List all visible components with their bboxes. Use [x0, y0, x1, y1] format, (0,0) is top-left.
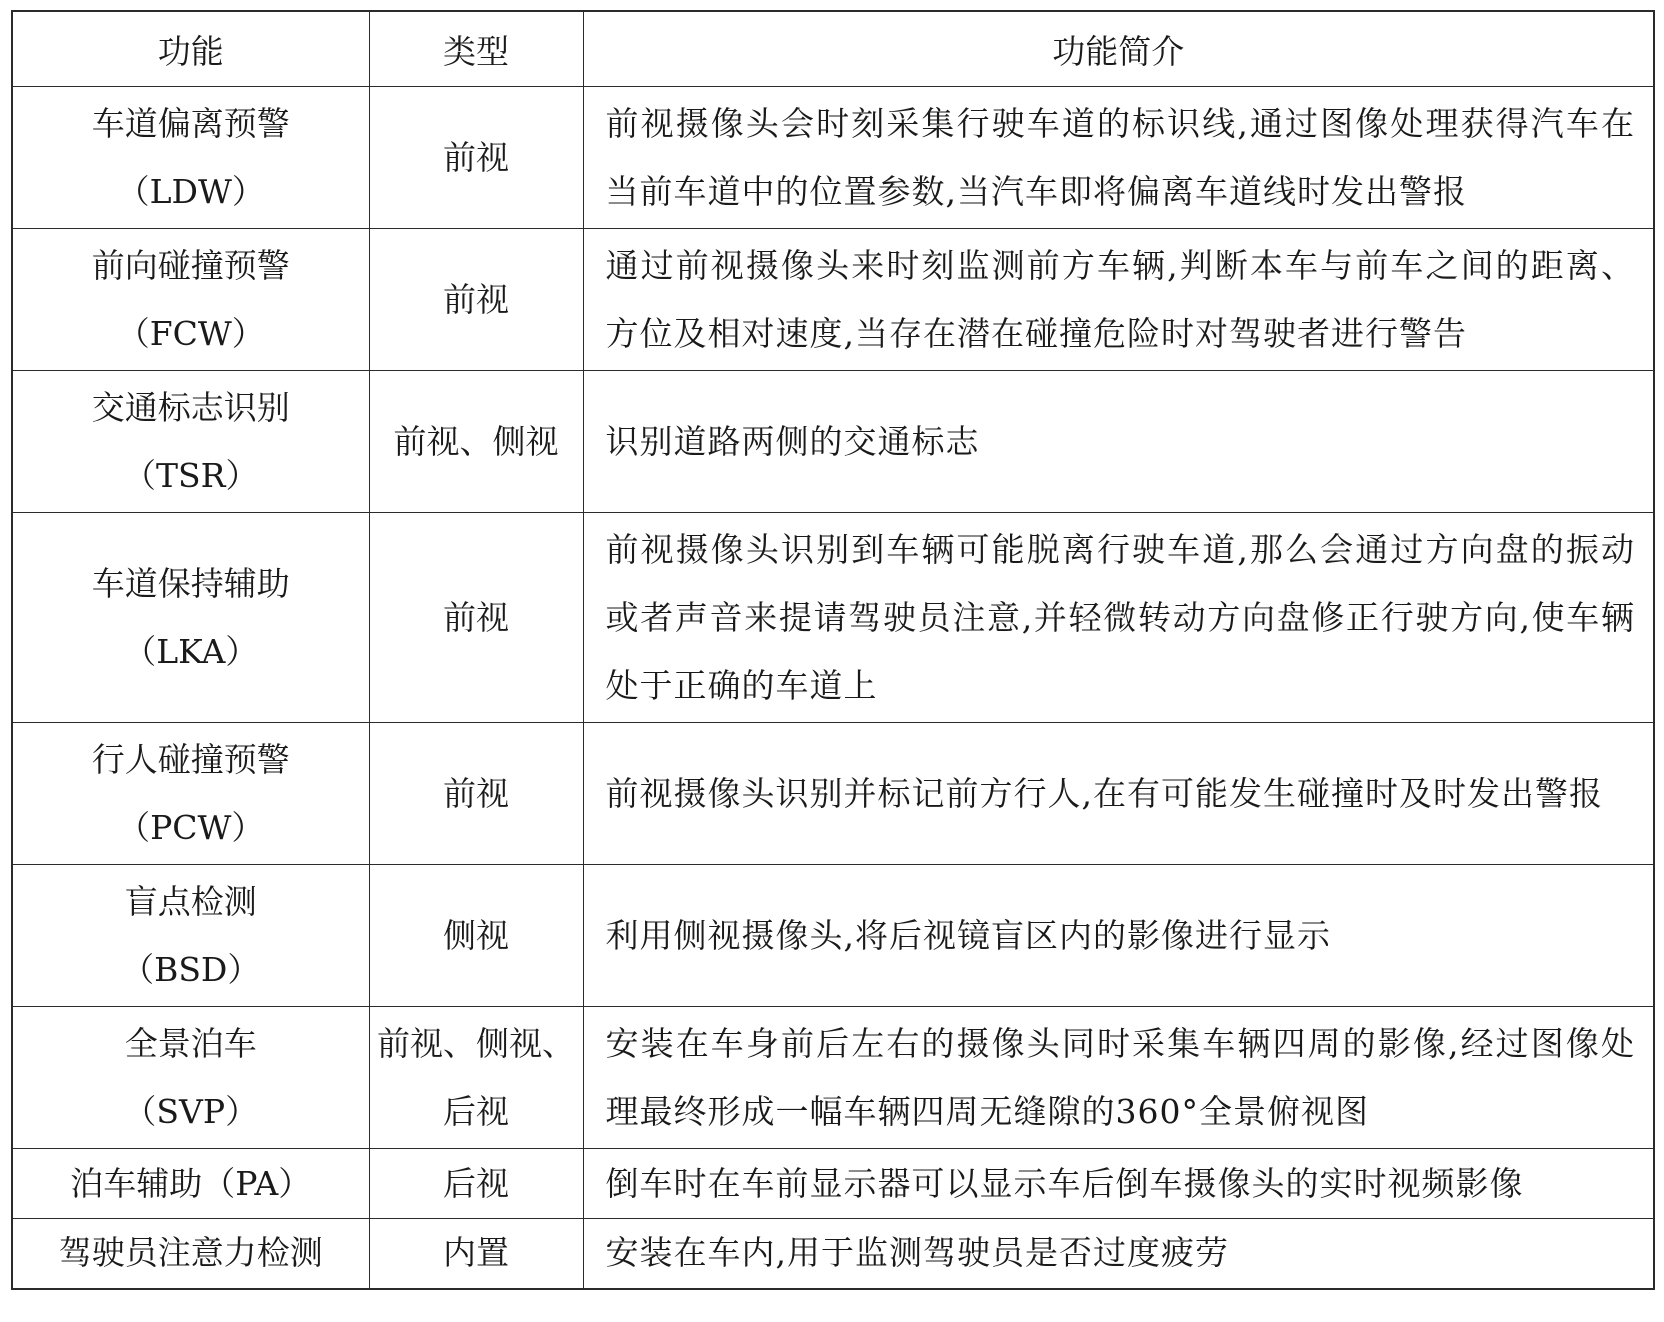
- function-abbr: （TSR）: [123, 455, 259, 495]
- table-row: [12, 1149, 1654, 1219]
- table-header-row: [12, 11, 1654, 87]
- function-name: 车道保持辅助: [91, 563, 290, 603]
- type-cell: 前视: [369, 723, 583, 865]
- adas-function-table: [11, 10, 1655, 1290]
- table-row: [12, 513, 1654, 723]
- table-row: [12, 87, 1654, 229]
- function-name: 盲点检测: [124, 881, 257, 921]
- type-cell: 前视: [369, 513, 583, 723]
- description-cell: 前视摄像头会时刻采集行驶车道的标识线,通过图像处理获得汽车在当前车道中的位置参数,当汽车即将偏离车道线时发出警报: [583, 87, 1654, 229]
- function-name: 泊车辅助（PA）: [70, 1163, 312, 1203]
- table-row: [12, 1219, 1654, 1289]
- description-cell: 倒车时在车前显示器可以显示车后倒车摄像头的实时视频影像: [583, 1149, 1654, 1219]
- function-cell: [12, 1007, 369, 1149]
- description-cell: 前视摄像头识别并标记前方行人,在有可能发生碰撞时及时发出警报: [583, 723, 1654, 865]
- table-row: [12, 1007, 1654, 1149]
- table-row: [12, 371, 1654, 513]
- function-cell: [12, 229, 369, 371]
- function-abbr: （PCW）: [117, 807, 265, 847]
- function-name: 车道偏离预警: [91, 103, 290, 143]
- type-cell: 侧视: [369, 865, 583, 1007]
- function-name: 行人碰撞预警: [91, 739, 290, 779]
- type-cell: 前视、侧视: [369, 371, 583, 513]
- description-cell: 安装在车身前后左右的摄像头同时采集车辆四周的影像,经过图像处理最终形成一幅车辆四周无缝隙的360°全景俯视图: [583, 1007, 1654, 1149]
- function-abbr: （SVP）: [123, 1091, 259, 1131]
- function-name: 交通标志识别: [91, 387, 290, 427]
- header-type: 类型: [369, 11, 583, 87]
- function-abbr: （LDW）: [116, 171, 265, 211]
- type-cell: 前视: [369, 229, 583, 371]
- description-cell: 识别道路两侧的交通标志: [583, 371, 1654, 513]
- type-cell: 前视、侧视、后视: [369, 1007, 583, 1149]
- type-cell: 内置: [369, 1219, 583, 1289]
- function-name: 全景泊车: [124, 1023, 257, 1063]
- type-cell: 前视: [369, 87, 583, 229]
- description-cell: 利用侧视摄像头,将后视镜盲区内的影像进行显示: [583, 865, 1654, 1007]
- table-row: [12, 865, 1654, 1007]
- header-description: 功能简介: [583, 11, 1654, 87]
- adas-function-table-container: [11, 10, 1653, 1290]
- function-cell: [12, 371, 369, 513]
- function-abbr: （BSD）: [121, 949, 261, 989]
- function-cell: [12, 723, 369, 865]
- description-cell: 安装在车内,用于监测驾驶员是否过度疲劳: [583, 1219, 1654, 1289]
- function-name: 前向碰撞预警: [91, 245, 290, 285]
- header-function: 功能: [12, 11, 369, 87]
- description-cell: 前视摄像头识别到车辆可能脱离行驶车道,那么会通过方向盘的振动或者声音来提请驾驶员注意,并轻微转动方向盘修正行驶方向,使车辆处于正确的车道上: [583, 513, 1654, 723]
- type-cell: 后视: [369, 1149, 583, 1219]
- table-row: [12, 229, 1654, 371]
- function-cell: [12, 1149, 369, 1219]
- table-row: [12, 723, 1654, 865]
- function-abbr: （FCW）: [116, 313, 265, 353]
- description-cell: 通过前视摄像头来时刻监测前方车辆,判断本车与前车之间的距离、方位及相对速度,当存在潜在碰撞危险时对驾驶者进行警告: [583, 229, 1654, 371]
- function-cell: [12, 513, 369, 723]
- function-cell: [12, 87, 369, 229]
- function-abbr: （LKA）: [123, 631, 259, 671]
- function-name: 驾驶员注意力检测: [58, 1233, 323, 1273]
- function-cell: [12, 1219, 369, 1289]
- function-cell: [12, 865, 369, 1007]
